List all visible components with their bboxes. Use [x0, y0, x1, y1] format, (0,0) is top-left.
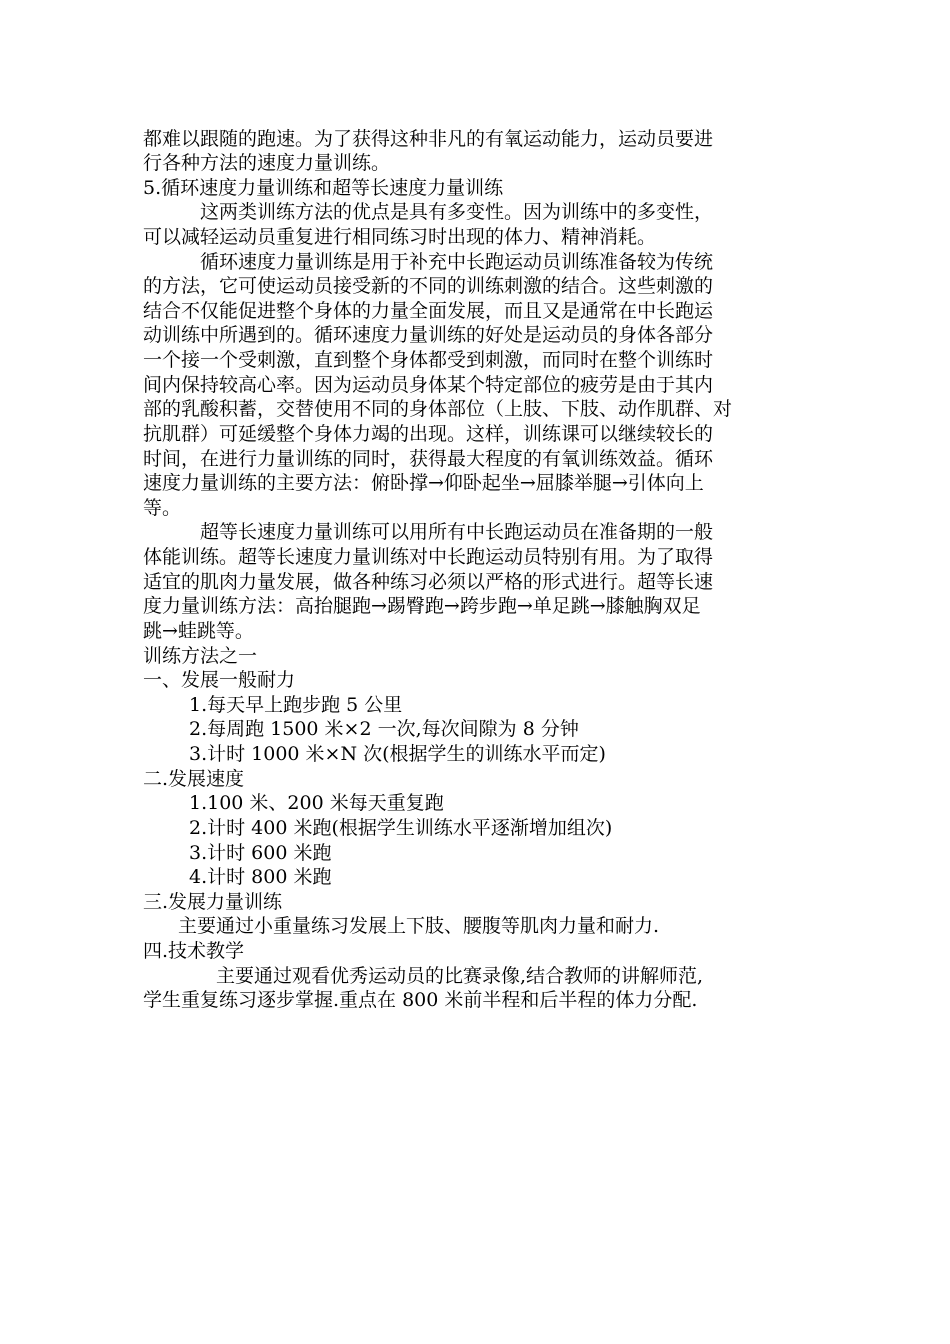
text-line: 的方法，它可使运动员接受新的不同的训练刺激的结合。这些刺激的 [143, 275, 714, 297]
list-item: 3.计时 1000 米×N 次(根据学生的训练水平而定) [189, 743, 606, 765]
section-heading: 四.技术教学 [143, 940, 245, 962]
text-line: 时间，在进行力量训练的同时，获得最大程度的有氧训练效益。循环 [143, 448, 714, 470]
text-line: 主要通过小重量练习发展上下肢、腰腹等肌肉力量和耐力. [178, 915, 660, 937]
text-line: 度力量训练方法：高抬腿跑→踢臀跑→跨步跑→单足跳→膝触胸双足 [143, 595, 701, 617]
text-line: 体能训练。超等长速度力量训练对中长跑运动员特别有用。为了取得 [143, 546, 714, 568]
text-line: 一个接一个受刺激，直到整个身体都受到刺激，而同时在整个训练时 [143, 349, 714, 371]
text-line: 行各种方法的速度力量训练。 [143, 152, 391, 174]
text-line: 跳→蛙跳等。 [143, 620, 254, 642]
list-item: 4.计时 800 米跑 [189, 866, 332, 888]
list-item: 1.100 米、200 米每天重复跑 [189, 792, 444, 814]
text-line: 循环速度力量训练是用于补充中长跑运动员训练准备较为传统 [200, 251, 714, 273]
text-line: 间内保持较高心率。因为运动员身体某个特定部位的疲劳是由于其内 [143, 374, 714, 396]
text-line: 适宜的肌肉力量发展，做各种练习必须以严格的形式进行。超等长速 [143, 571, 714, 593]
text-line: 这两类训练方法的优点是具有多变性。因为训练中的多变性， [200, 201, 714, 223]
text-line: 超等长速度力量训练可以用所有中长跑运动员在准备期的一般 [200, 521, 714, 543]
list-item: 2.计时 400 米跑(根据学生训练水平逐渐增加组次) [189, 817, 613, 839]
section-heading: 三.发展力量训练 [143, 891, 283, 913]
text-line: 抗肌群）可延缓整个身体力竭的出现。这样，训练课可以继续较长的 [143, 423, 714, 445]
text-line: 都难以跟随的跑速。为了获得这种非凡的有氧运动能力，运动员要进 [143, 128, 714, 150]
text-line: 主要通过观看优秀运动员的比赛录像,结合教师的讲解师范, [216, 965, 704, 987]
text-line: 部的乳酸积蓄，交替使用不同的身体部位（上肢、下肢、动作肌群、对 [143, 398, 733, 420]
section-heading: 二.发展速度 [143, 768, 245, 790]
text-line: 学生重复练习逐步掌握.重点在 800 米前半程和后半程的体力分配. [143, 989, 698, 1011]
list-item: 1.每天早上跑步跑 5 公里 [189, 694, 403, 716]
list-item: 3.计时 600 米跑 [189, 842, 332, 864]
text-line: 等。 [143, 497, 182, 519]
section-heading: 训练方法之一 [143, 645, 258, 667]
section-heading: 5.循环速度力量训练和超等长速度力量训练 [143, 177, 504, 199]
section-heading: 一、发展一般耐力 [143, 669, 296, 691]
text-line: 可以减轻运动员重复进行相同练习时出现的体力、精神消耗。 [143, 226, 657, 248]
list-item: 2.每周跑 1500 米×2 一次,每次间隙为 8 分钟 [189, 718, 579, 740]
text-line: 结合不仅能促进整个身体的力量全面发展，而且又是通常在中长跑运 [143, 300, 714, 322]
text-line: 动训练中所遇到的。循环速度力量训练的好处是运动员的身体各部分 [143, 324, 714, 346]
text-line: 速度力量训练的主要方法：俯卧撑→仰卧起坐→屈膝举腿→引体向上 [143, 472, 704, 494]
